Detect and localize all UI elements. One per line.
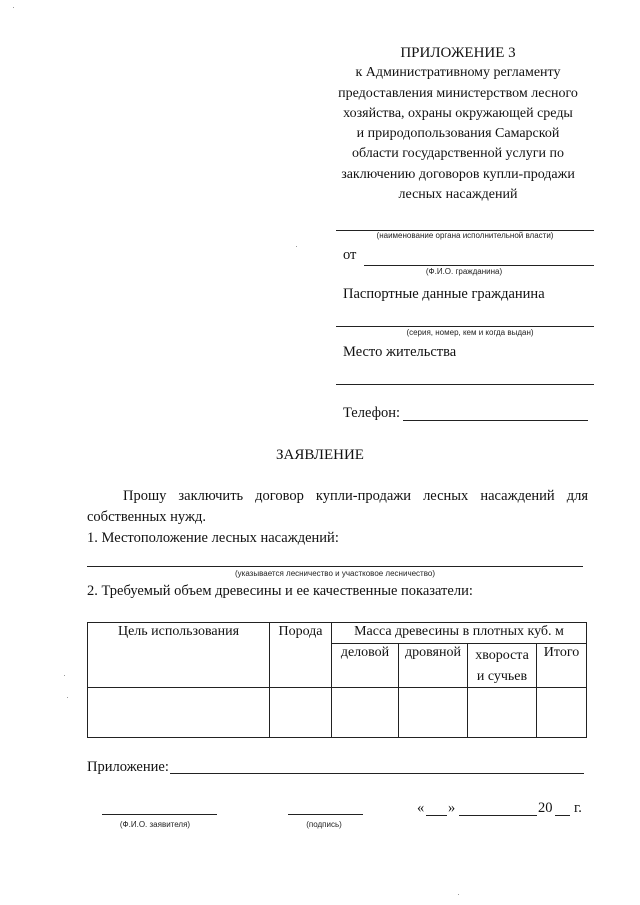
header-line: предоставления министерством лесного xyxy=(338,85,578,101)
sub-firewood: дровяной xyxy=(399,644,468,688)
header-line: и природопользования Самарской xyxy=(356,126,560,142)
col-purpose: Цель использования xyxy=(88,623,270,688)
authority-caption: (наименование органа исполнительной власти) xyxy=(376,231,554,240)
phone-label: Телефон: xyxy=(343,405,401,421)
passport-label: Паспортные данные гражданина xyxy=(343,286,545,302)
statement-line-1: Прошу заключить договор купли-продажи лесных насаждений для xyxy=(123,488,588,504)
residence-label: Место жительства xyxy=(343,344,457,360)
date-year-prefix: 20 xyxy=(538,800,553,816)
statement-title: ЗАЯВЛЕНИЕ xyxy=(276,447,364,463)
header-line: лесных насаждений xyxy=(398,187,518,203)
item-location: 1. Местоположение лесных насаждений: xyxy=(87,530,339,546)
attachment-label: Приложение: xyxy=(87,759,169,775)
statement-line-2: собственных нужд. xyxy=(87,509,207,525)
col-species: Порода xyxy=(270,623,332,688)
header-line: заключению договоров купли-продажи xyxy=(341,166,575,182)
date-close-quote: » xyxy=(448,800,456,816)
header-line: хозяйства, охраны окружающей среды xyxy=(343,105,573,121)
date-year-suffix: г. xyxy=(574,800,582,816)
appendix-title: ПРИЛОЖЕНИЕ 3 xyxy=(400,45,516,61)
location-caption: (указывается лесничество и участковое лесничество) xyxy=(234,569,435,578)
header-line: области государственной услуги по xyxy=(351,146,564,162)
applicant-caption: (Ф.И.О. заявителя) xyxy=(119,820,191,829)
sub-business: деловой xyxy=(332,644,399,688)
date-open-quote: « xyxy=(417,800,425,816)
col-mass: Масса древесины в плотных куб. м xyxy=(332,623,587,644)
passport-caption: (серия, номер, кем и когда выдан) xyxy=(406,328,534,337)
header-line: к Административному регламенту xyxy=(355,65,561,81)
signature-caption: (подпись) xyxy=(306,820,342,829)
sub-brush-line-1: хвороста xyxy=(475,648,529,663)
sub-total: Итого xyxy=(537,644,587,688)
fio-caption: (Ф.И.О. гражданина) xyxy=(425,267,503,276)
from-label: от xyxy=(343,247,357,263)
sub-brush-line-2: и сучьев xyxy=(476,669,528,684)
item-volume: 2. Требуемый объем древесины и ее качественные показатели: xyxy=(87,583,473,599)
